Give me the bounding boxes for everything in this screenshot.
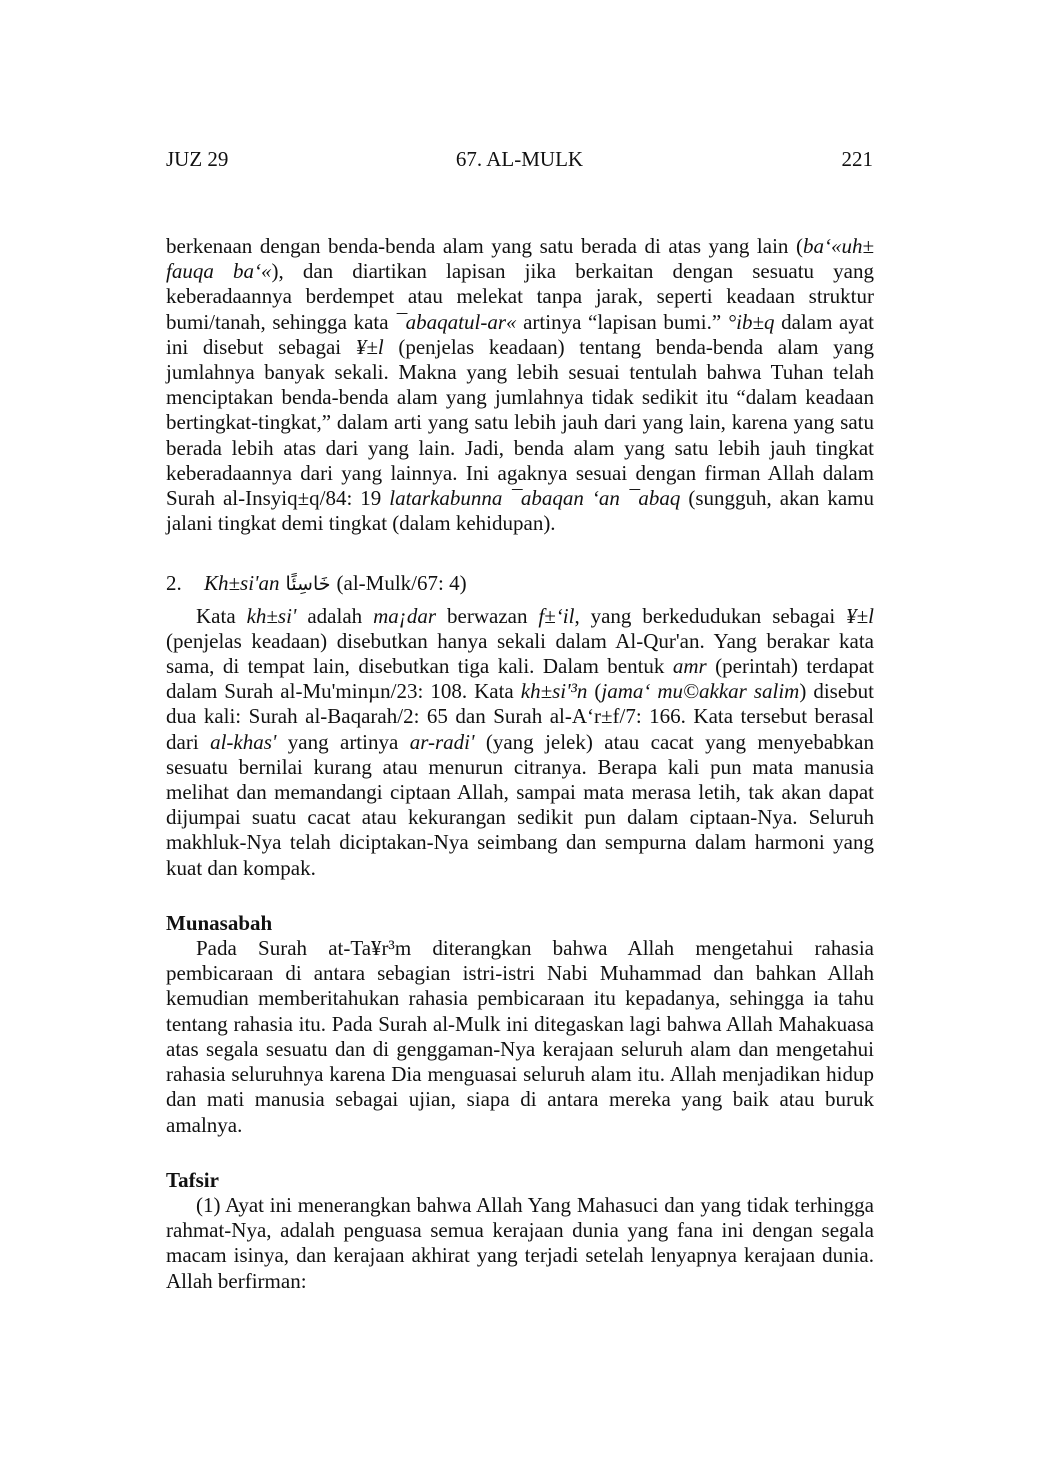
arabic-word: خَاسِئًا (285, 573, 331, 596)
text-run: (sungguh, akan kamu jalani tingkat demi tingkat (dalam kehidupan). (166, 486, 874, 536)
italic-term: f±‘il (538, 603, 575, 628)
section-heading-munasabah: Munasabah (166, 910, 273, 935)
text-run: ), dan diartikan lapisan jika berkaitan dengan sesuatu yang keberadaannya berdempet atau melekat tanpa jarak, seperti keadaan struktur bumi/tanah, sehingga kata (166, 259, 874, 334)
italic-term: °ib±q (727, 309, 775, 334)
body-text (166, 234, 874, 1294)
italic-term: ¥±l (355, 334, 384, 359)
italic-term: amr (672, 654, 707, 679)
italic-term: kh±si'³n (520, 679, 588, 704)
text-run: (perintah) terdapat dalam Surah al-Mu'minµn/23: 108. Kata (166, 654, 874, 704)
item-reference: (al-Mulk/67: 4) (336, 571, 467, 596)
italic-term: ma¡dar (373, 603, 437, 628)
page-number: 221 (841, 147, 873, 171)
text-run: Kata (196, 603, 247, 628)
paragraph-tibaq (166, 234, 874, 536)
text-run: dalam ayat ini disebut sebagai (166, 309, 874, 359)
italic-term: ¯abaqatul-ar« (395, 309, 517, 334)
italic-term: jama‘ mu©akkar salim (601, 679, 800, 704)
item-term: Kh±si'an (204, 571, 280, 596)
italic-term: latarkabunna ¯abaqan ‘an ¯abaq (389, 486, 681, 511)
italic-term: ¥±l (846, 603, 875, 628)
text-run: artinya “lapisan bumi.” (516, 309, 728, 334)
paragraph-munasabah: Pada Surah at-Ta¥r³m diterangkan bahwa Allah mengetahui rahasia pembicaraan di antara sebagian istri-istri Nabi Muhammad dan bahkan Allah kemudian memberitahukan rahasia pembicaraan itu kepadanya, sehingga ia tahu tentang rahasia itu. Pada Surah al-Mulk ini ditegaskan lagi bahwa Allah Mahakuasa atas segala sesuatu dan di genggaman-Nya kerajaan seluruh alam dan mengetahui rahasia seluruhnya karena Dia menguasai seluruh alam itu. Allah menjadikan hidup dan mati manusia sebagai ujian, siapa di antara mereka yang baik atau buruk amalnya. (166, 936, 874, 1137)
text-run: (penjelas keadaan) tentang benda-benda alam yang jumlahnya banyak sekali. Makna yang lebih sesuai tentulah bahwa Tuhan telah menciptakan benda-benda alam yang jumlahnya tidak sedikit itu “dalam keadaan bertingkat-tingkat,” dalam arti yang satu lebih jauh dari yang lain, karena yang satu berada lebih atas dari yang lain. Jadi, benda alam yang satu lebih jauh tingkat keberadaannya dari yang lainnya. Ini agaknya sesuai dengan firman Allah dalam Surah al-Insyiq±q/84: 19 (166, 334, 874, 511)
text-run: berwazan (436, 603, 539, 628)
text-run: (yang jelek) atau cacat yang menyebabkan sesuatu bernilai kurang atau menurun citranya. Berapa kali pun mata manusia melihat dan memandangi ciptaan Allah, sampai mata merasa letih, tak akan dapat dijumpai suatu cacat atau kekurangan sedikit pun dalam ciptaan-Nya. Seluruh makhluk-Nya telah diciptakan-Nya seimbang dan sempurna dalam harmoni yang kuat dan kompak. (166, 729, 875, 880)
text-run: ( (587, 679, 602, 704)
section-heading-tafsir: Tafsir (166, 1167, 219, 1192)
paragraph-khasian (166, 604, 874, 881)
header-surah: 67. AL-MULK (455, 147, 584, 171)
text-run: berkenaan dengan benda-benda alam yang satu berada di atas yang lain ( (166, 234, 803, 258)
header-juz: JUZ 29 (166, 147, 229, 171)
text-run: , yang berkedudukan sebagai (574, 603, 847, 628)
italic-term: ba‘«uh± fauqa ba‘« (166, 234, 874, 284)
list-item-khasian (166, 571, 874, 597)
text-run: yang artinya (276, 729, 410, 754)
item-number: 2. (166, 571, 182, 596)
paragraph-tafsir: (1) Ayat ini menerangkan bahwa Allah Yang Mahasuci dan yang tidak terhingga rahmat-Nya, adalah penguasa semua kerajaan dunia yang fana ini dengan segala macam isinya, dan kerajaan akhirat yang terjadi setelah lenyapnya kerajaan dunia. Allah berfirman: (166, 1192, 874, 1293)
italic-term: kh±si' (246, 603, 297, 628)
italic-term: ar-radi' (409, 729, 475, 754)
text-run: (penjelas keadaan) disebutkan hanya sekali dalam Al-Qur'an. Yang berakar kata sama, di tempat lain, disebutkan tiga kali. Dalam bentuk (166, 628, 874, 679)
text-run: ) disebut dua kali: Surah al-Baqarah/2: 65 dan Surah al-A‘r±f/7: 166. Kata tersebut berasal dari (166, 679, 875, 754)
text-run: adalah (296, 603, 374, 628)
italic-term: al-khas' (210, 729, 277, 754)
